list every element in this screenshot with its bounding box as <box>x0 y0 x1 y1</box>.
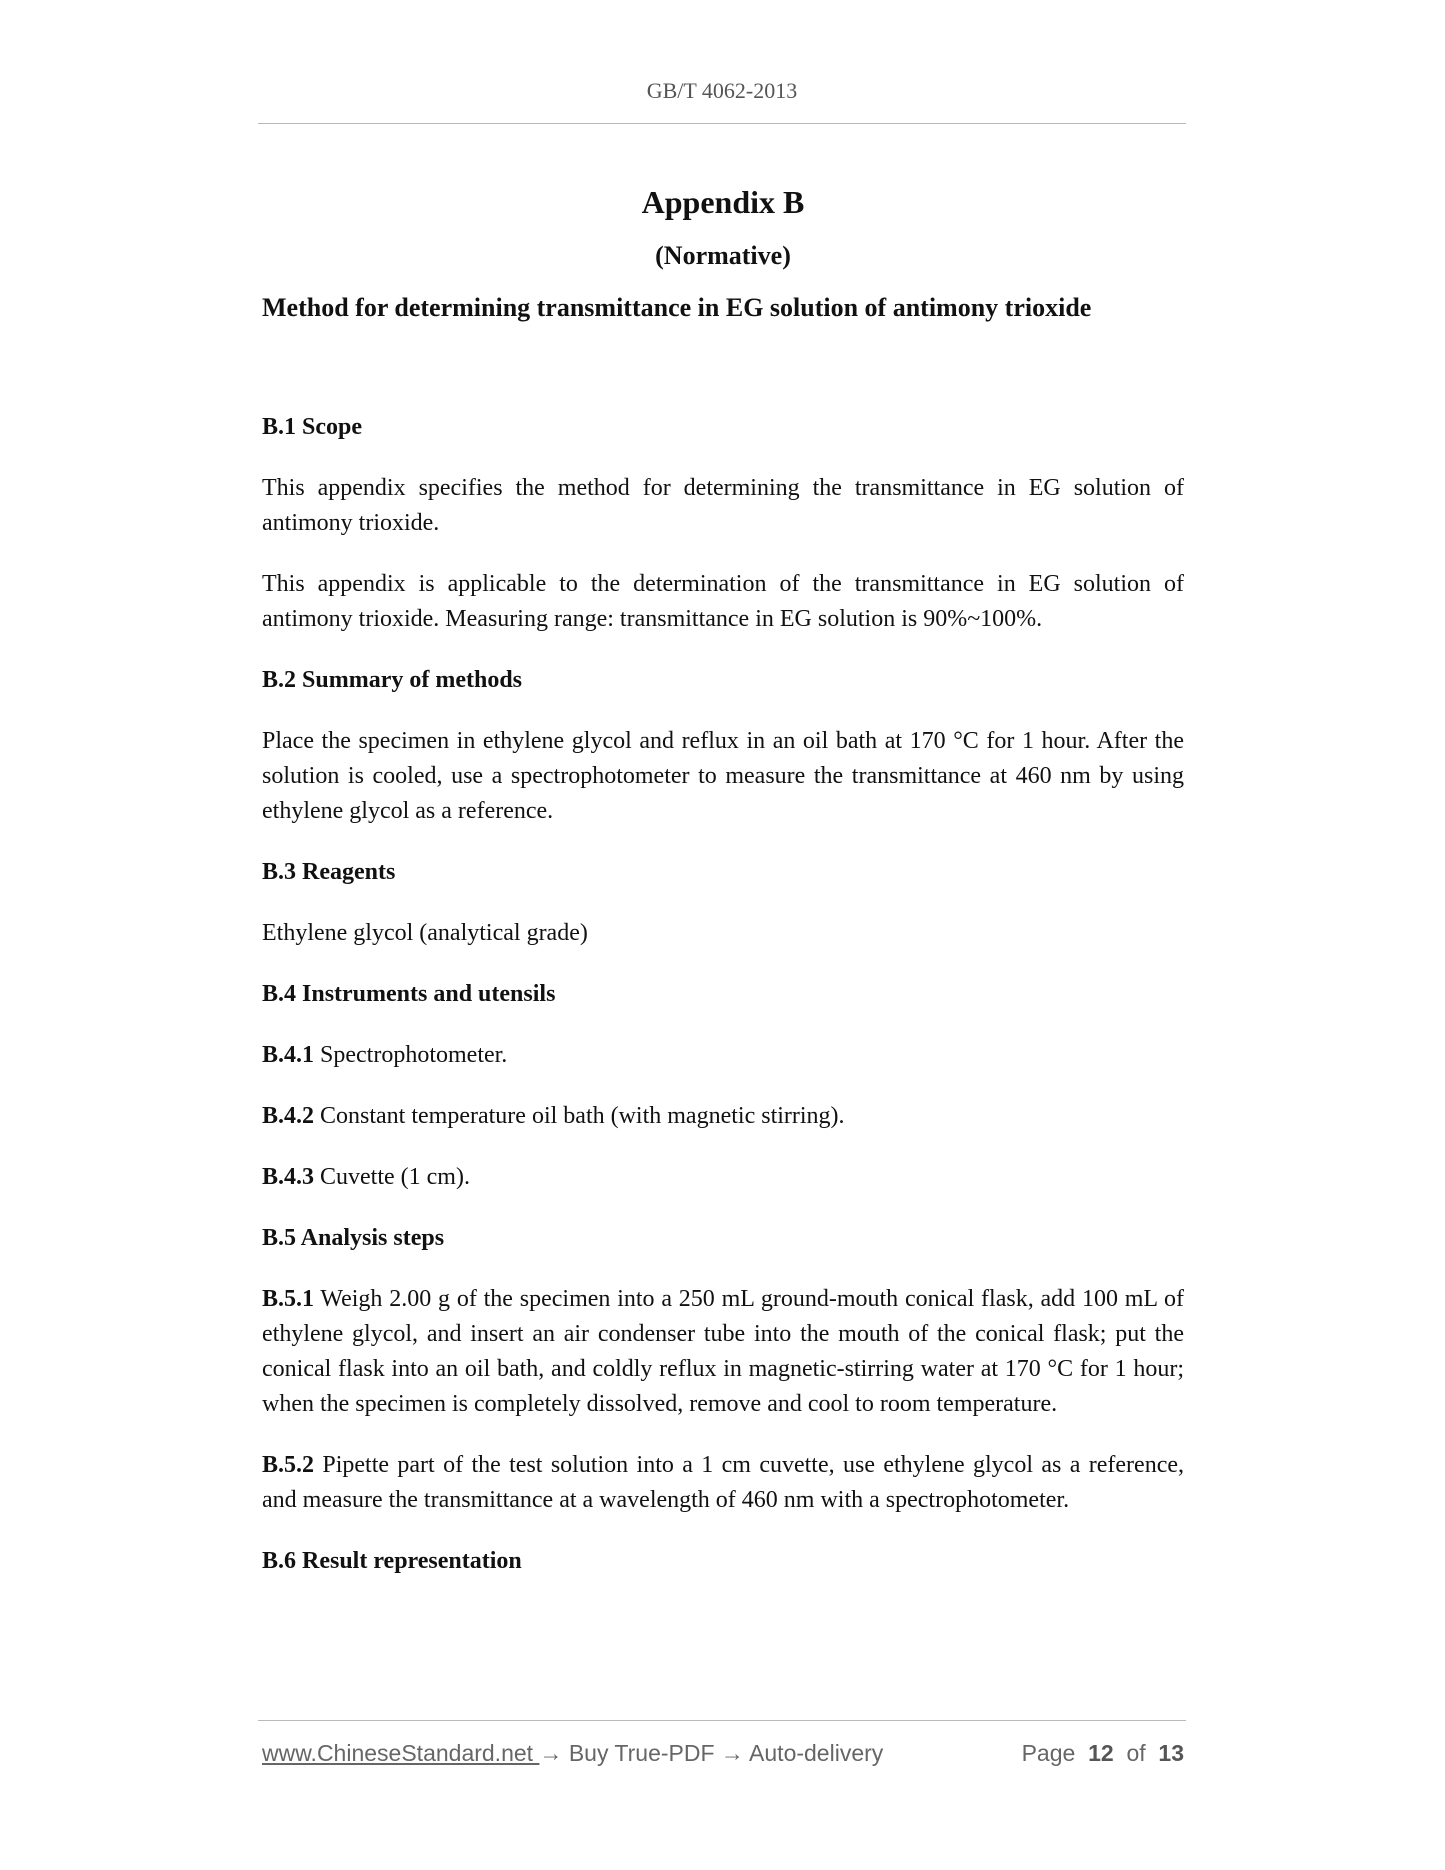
clause-text: Spectrophotometer. <box>314 1042 508 1068</box>
header-rule <box>258 123 1186 124</box>
delivery-text: Auto-delivery <box>743 1740 884 1766</box>
page-of: of <box>1126 1740 1146 1766</box>
clause-text: Weigh 2.00 g of the specimen into a 250 mL ground-mouth conical flask, add 100 mL of ethylene glycol, and insert an air condenser tube into the mouth of the conical flask; put the conical flask into an oil bath, and coldly reflux in magnetic-stirring water at 170 °C for 1 hour; when the specimen is completely dissolved, remove and cool to room temperature. <box>262 1286 1184 1417</box>
clause-number: B.4.2 <box>262 1103 315 1129</box>
section-b4-heading: B.4 Instruments and utensils <box>262 981 556 1007</box>
footer-rule <box>258 1720 1186 1721</box>
clause-number: B.4.3 <box>262 1164 315 1190</box>
clause-b4-2 <box>262 1099 1184 1134</box>
page-body <box>262 178 1184 1579</box>
clause-number: B.5.1 <box>262 1286 315 1312</box>
appendix-subtitle: (Normative) <box>655 241 791 270</box>
clause-text: Pipette part of the test solution into a 1 cm cuvette, use ethylene glycol as a reference, and measure the transmittance at a wavelength of 460 nm with a spectrophotometer. <box>262 1452 1184 1513</box>
section-b3-paragraph-1: Ethylene glycol (analytical grade) <box>262 920 588 946</box>
page-current: 12 <box>1088 1740 1114 1766</box>
footer-promo <box>262 1740 883 1767</box>
clause-text: Cuvette (1 cm). <box>314 1164 470 1190</box>
section-b3-heading: B.3 Reagents <box>262 859 396 885</box>
page-header-doc-code: GB/T 4062-2013 <box>646 78 798 103</box>
section-b6-heading: B.6 Result representation <box>262 1548 522 1574</box>
page-footer <box>262 1740 1184 1776</box>
clause-text: Constant temperature oil bath (with magnetic stirring). <box>314 1103 845 1129</box>
website-link[interactable]: www.ChineseStandard.net <box>262 1740 540 1766</box>
clause-b4-3 <box>262 1160 1184 1195</box>
page-number <box>1022 1740 1184 1767</box>
section-b1-paragraph-2: This appendix is applicable to the determination of the transmittance in EG solution of antimony trioxide. Measuring range: transmittance in EG solution is 90%~100%. <box>262 571 1184 632</box>
section-b2-paragraph-1: Place the specimen in ethylene glycol and reflux in an oil bath at 170 °C for 1 hour. After the solution is cooled, use a spectrophotometer to measure the transmittance at 460 nm by using ethylene glycol as a reference. <box>262 728 1184 824</box>
clause-b5-2 <box>262 1448 1184 1518</box>
section-b1-heading: B.1 Scope <box>262 414 363 440</box>
clause-b4-1 <box>262 1038 1184 1073</box>
buy-text: Buy True-PDF <box>562 1740 721 1766</box>
method-title: Method for determining transmittance in EG solution of antimony trioxide <box>262 293 1092 322</box>
section-b1-paragraph-1: This appendix specifies the method for determining the transmittance in EG solution of antimony trioxide. <box>262 475 1184 536</box>
clause-number: B.4.1 <box>262 1042 315 1068</box>
clause-number: B.5.2 <box>262 1452 315 1478</box>
appendix-title: Appendix B <box>641 184 805 220</box>
arrow-right-icon: → <box>720 1740 744 1766</box>
clause-b5-1 <box>262 1282 1184 1422</box>
section-b5-heading: B.5 Analysis steps <box>262 1225 445 1251</box>
page-total: 13 <box>1158 1740 1184 1766</box>
arrow-right-icon: → <box>539 1740 563 1766</box>
section-b2-heading: B.2 Summary of methods <box>262 667 523 693</box>
page-label: Page <box>1021 1740 1076 1766</box>
